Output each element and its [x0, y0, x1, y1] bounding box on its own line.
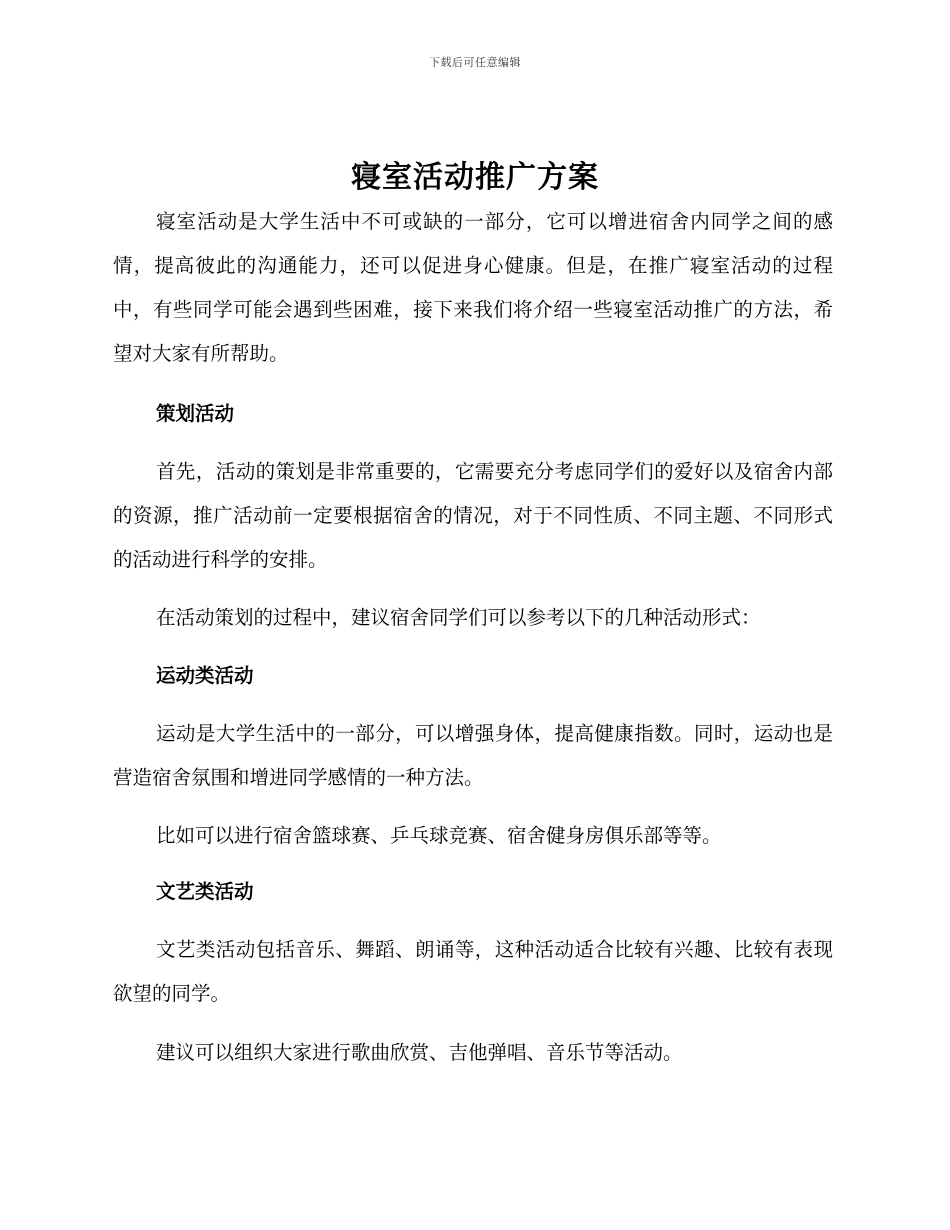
section-heading-planning: 策划活动 — [156, 402, 235, 425]
header-note: 下载后可任意编辑 — [429, 56, 521, 69]
paragraph-planning-2: 在活动策划的过程中，建议宿舍同学们可以参考以下的几种活动形式： — [156, 606, 761, 629]
paragraph-sports-2: 比如可以进行宿舍篮球赛、乒乓球竞赛、宿舍健身房俱乐部等等。 — [156, 824, 722, 847]
document-title: 寝室活动推广方案 — [351, 160, 599, 195]
paragraph-arts-1: 文艺类活动包括音乐、舞蹈、朗诵等，这种活动适合比较有兴趣、比较有表现欲望的同学。 — [113, 938, 833, 1005]
section-heading-sports: 运动类活动 — [156, 664, 254, 687]
section-heading-arts: 文艺类活动 — [156, 880, 254, 903]
paragraph-planning-1: 首先，活动的策划是非常重要的，它需要充分考虑同学们的爱好以及宿舍内部的资源，推广活动前一定要根据宿舍的情况，对于不同性质、不同主题、不同形式的活动进行科学的安排。 — [113, 460, 833, 571]
intro-paragraph: 寝室活动是大学生活中不可或缺的一部分，它可以增进宿舍内同学之间的感情，提高彼此的沟通能力，还可以促进身心健康。但是，在推广寝室活动的过程中，有些同学可能会遇到些困难，接下来我们将介绍一些寝室活动推广的方法，希望对大家有所帮助。 — [113, 210, 833, 365]
paragraph-arts-2: 建议可以组织大家进行歌曲欣赏、吉他弹唱、音乐节等活动。 — [156, 1041, 683, 1064]
paragraph-sports-1: 运动是大学生活中的一部分，可以增强身体，提高健康指数。同时，运动也是营造宿舍氛围和增进同学感情的一种方法。 — [113, 722, 833, 789]
